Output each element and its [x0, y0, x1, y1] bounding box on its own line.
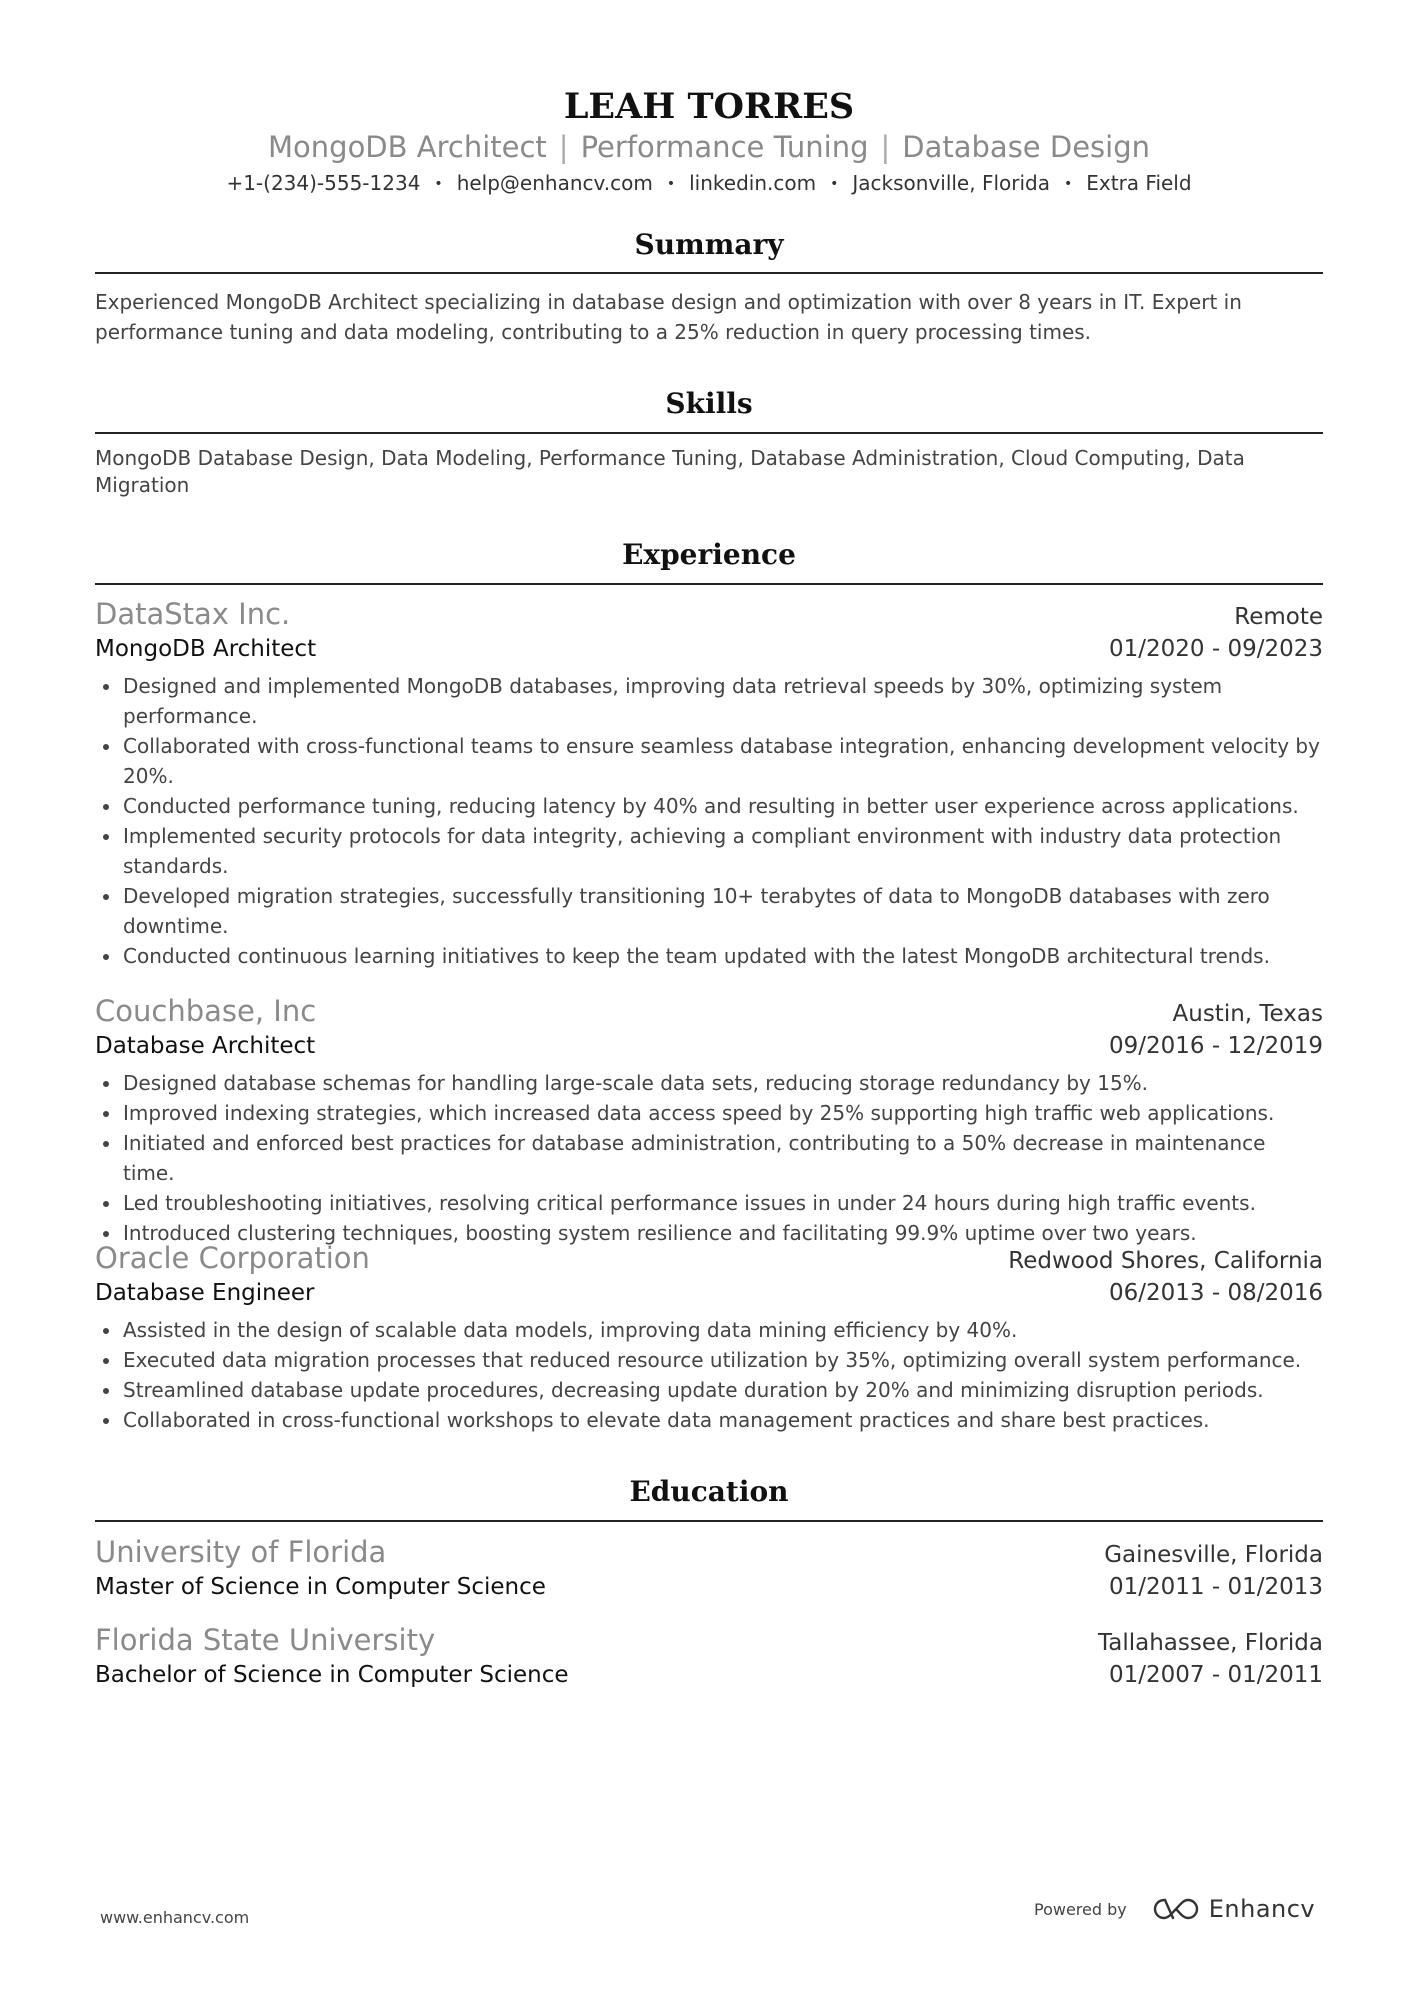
education-dates: 01/2007 - 01/2011	[1108, 1662, 1323, 1688]
education-dates: 01/2011 - 01/2013	[1108, 1574, 1323, 1600]
summary-title: Summary	[634, 228, 784, 261]
job-bullets	[95, 671, 1323, 971]
job-dates: 09/2016 - 12/2019	[1108, 1033, 1323, 1059]
list-item: Conducted performance tuning, reducing latency by 40% and resulting in better user experience across applications.	[95, 791, 1323, 821]
company-name: Oracle Corporation	[95, 1241, 370, 1275]
job-title: Database Architect	[95, 1033, 316, 1059]
section-divider	[95, 583, 1323, 585]
job-header	[95, 993, 1323, 1029]
job-title: MongoDB Architect	[95, 636, 317, 662]
headline-separator: |	[558, 130, 569, 164]
powered-by-label: Powered by	[1034, 1899, 1127, 1919]
job-bullets	[95, 1068, 1323, 1248]
enhancv-brand-name: Enhancv	[1208, 1895, 1316, 1923]
summary-text: Experienced MongoDB Architect specializing in database design and optimization with over 8 years in IT. Expert in performance tuning and data modeling, contributing to a 25% reduction in query processing times.	[95, 290, 1242, 344]
school-name: Florida State University	[95, 1623, 436, 1657]
job-subheader	[95, 634, 1323, 664]
section-divider	[95, 272, 1323, 274]
job-header	[95, 1240, 1323, 1276]
list-item: Introduced clustering techniques, boosting system resilience and facilitating 99.9% uptime over two years.	[95, 1218, 1323, 1248]
contact-phone[interactable]: +1-(234)-555-1234	[226, 171, 421, 195]
education-title: Education	[629, 1475, 789, 1508]
skills-title: Skills	[665, 387, 753, 420]
contact-location: Jacksonville, Florida	[852, 171, 1050, 195]
headline-item: Performance Tuning	[580, 130, 869, 164]
education-header	[95, 1622, 1323, 1658]
footer-website[interactable]: www.enhancv.com	[100, 1908, 250, 1927]
contact-extra-field: Extra Field	[1086, 171, 1192, 195]
headline-item: Database Design	[902, 130, 1150, 164]
school-name: University of Florida	[95, 1535, 387, 1569]
job-bullets	[95, 1315, 1323, 1435]
education-subheader	[95, 1660, 1323, 1690]
section-divider	[95, 432, 1323, 434]
candidate-name: LEAH TORRES	[563, 86, 855, 127]
list-item: Designed and implemented MongoDB databases, improving data retrieval speeds by 30%, optimizing system performance.	[95, 671, 1323, 731]
experience-title: Experience	[622, 538, 796, 571]
degree: Bachelor of Science in Computer Science	[95, 1662, 569, 1688]
list-item: Designed database schemas for handling large-scale data sets, reducing storage redundancy by 15%.	[95, 1068, 1323, 1098]
job-dates: 01/2020 - 09/2023	[1108, 636, 1323, 662]
job-dates: 06/2013 - 08/2016	[1108, 1280, 1323, 1306]
headline-item: MongoDB Architect	[268, 130, 547, 164]
list-item: Led troubleshooting initiatives, resolving critical performance issues in under 24 hours during high traffic events.	[95, 1188, 1323, 1218]
company-name: DataStax Inc.	[95, 597, 291, 631]
degree: Master of Science in Computer Science	[95, 1574, 546, 1600]
contact-line	[95, 170, 1323, 197]
headline-separator: |	[880, 130, 891, 164]
list-item: Developed migration strategies, successfully transitioning 10+ terabytes of data to MongoDB databases with zero downtime.	[95, 881, 1323, 941]
job-subheader	[95, 1031, 1323, 1061]
company-name: Couchbase, Inc	[95, 994, 317, 1028]
contact-separator: •	[830, 176, 839, 192]
job-location: Redwood Shores, California	[1008, 1248, 1323, 1274]
list-item: Collaborated in cross-functional workshops to elevate data management practices and share best practices.	[95, 1405, 1323, 1435]
job-location: Austin, Texas	[1172, 1001, 1323, 1027]
list-item: Improved indexing strategies, which increased data access speed by 25% supporting high traffic web applications.	[95, 1098, 1323, 1128]
list-item: Initiated and enforced best practices for database administration, contributing to a 50% decrease in maintenance time.	[95, 1128, 1323, 1188]
contact-separator: •	[666, 176, 676, 192]
school-location: Tallahassee, Florida	[1097, 1630, 1323, 1656]
list-item: Assisted in the design of scalable data models, improving data mining efficiency by 40%.	[95, 1315, 1323, 1345]
list-item: Executed data migration processes that reduced resource utilization by 35%, optimizing overall system performance.	[95, 1345, 1323, 1375]
contact-separator: •	[1063, 176, 1073, 192]
education-subheader	[95, 1572, 1323, 1602]
list-item: Conducted continuous learning initiatives to keep the team updated with the latest MongoDB architectural trends.	[95, 941, 1323, 971]
list-item: Implemented security protocols for data integrity, achieving a compliant environment with industry data protection standards.	[95, 821, 1323, 881]
list-item: Collaborated with cross-functional teams to ensure seamless database integration, enhancing development velocity by 20%.	[95, 731, 1323, 791]
contact-email[interactable]: help@enhancv.com	[456, 171, 653, 195]
headline	[95, 129, 1323, 165]
contact-linkedin[interactable]: linkedin.com	[689, 171, 817, 195]
job-title: Database Engineer	[95, 1280, 315, 1306]
list-item: Streamlined database update procedures, decreasing update duration by 20% and minimizing disruption periods.	[95, 1375, 1323, 1405]
education-header	[95, 1534, 1323, 1570]
job-subheader	[95, 1278, 1323, 1308]
school-location: Gainesville, Florida	[1104, 1542, 1323, 1568]
section-divider	[95, 1520, 1323, 1522]
job-location: Remote	[1234, 604, 1323, 630]
enhancv-logo-icon	[1153, 1896, 1199, 1922]
skills-text: MongoDB Database Design, Data Modeling, Performance Tuning, Database Administration, Cloud Computing, Data Migration	[95, 446, 1245, 497]
job-header	[95, 596, 1323, 632]
footer-branding	[1034, 1895, 1315, 1923]
contact-separator: •	[434, 176, 443, 192]
